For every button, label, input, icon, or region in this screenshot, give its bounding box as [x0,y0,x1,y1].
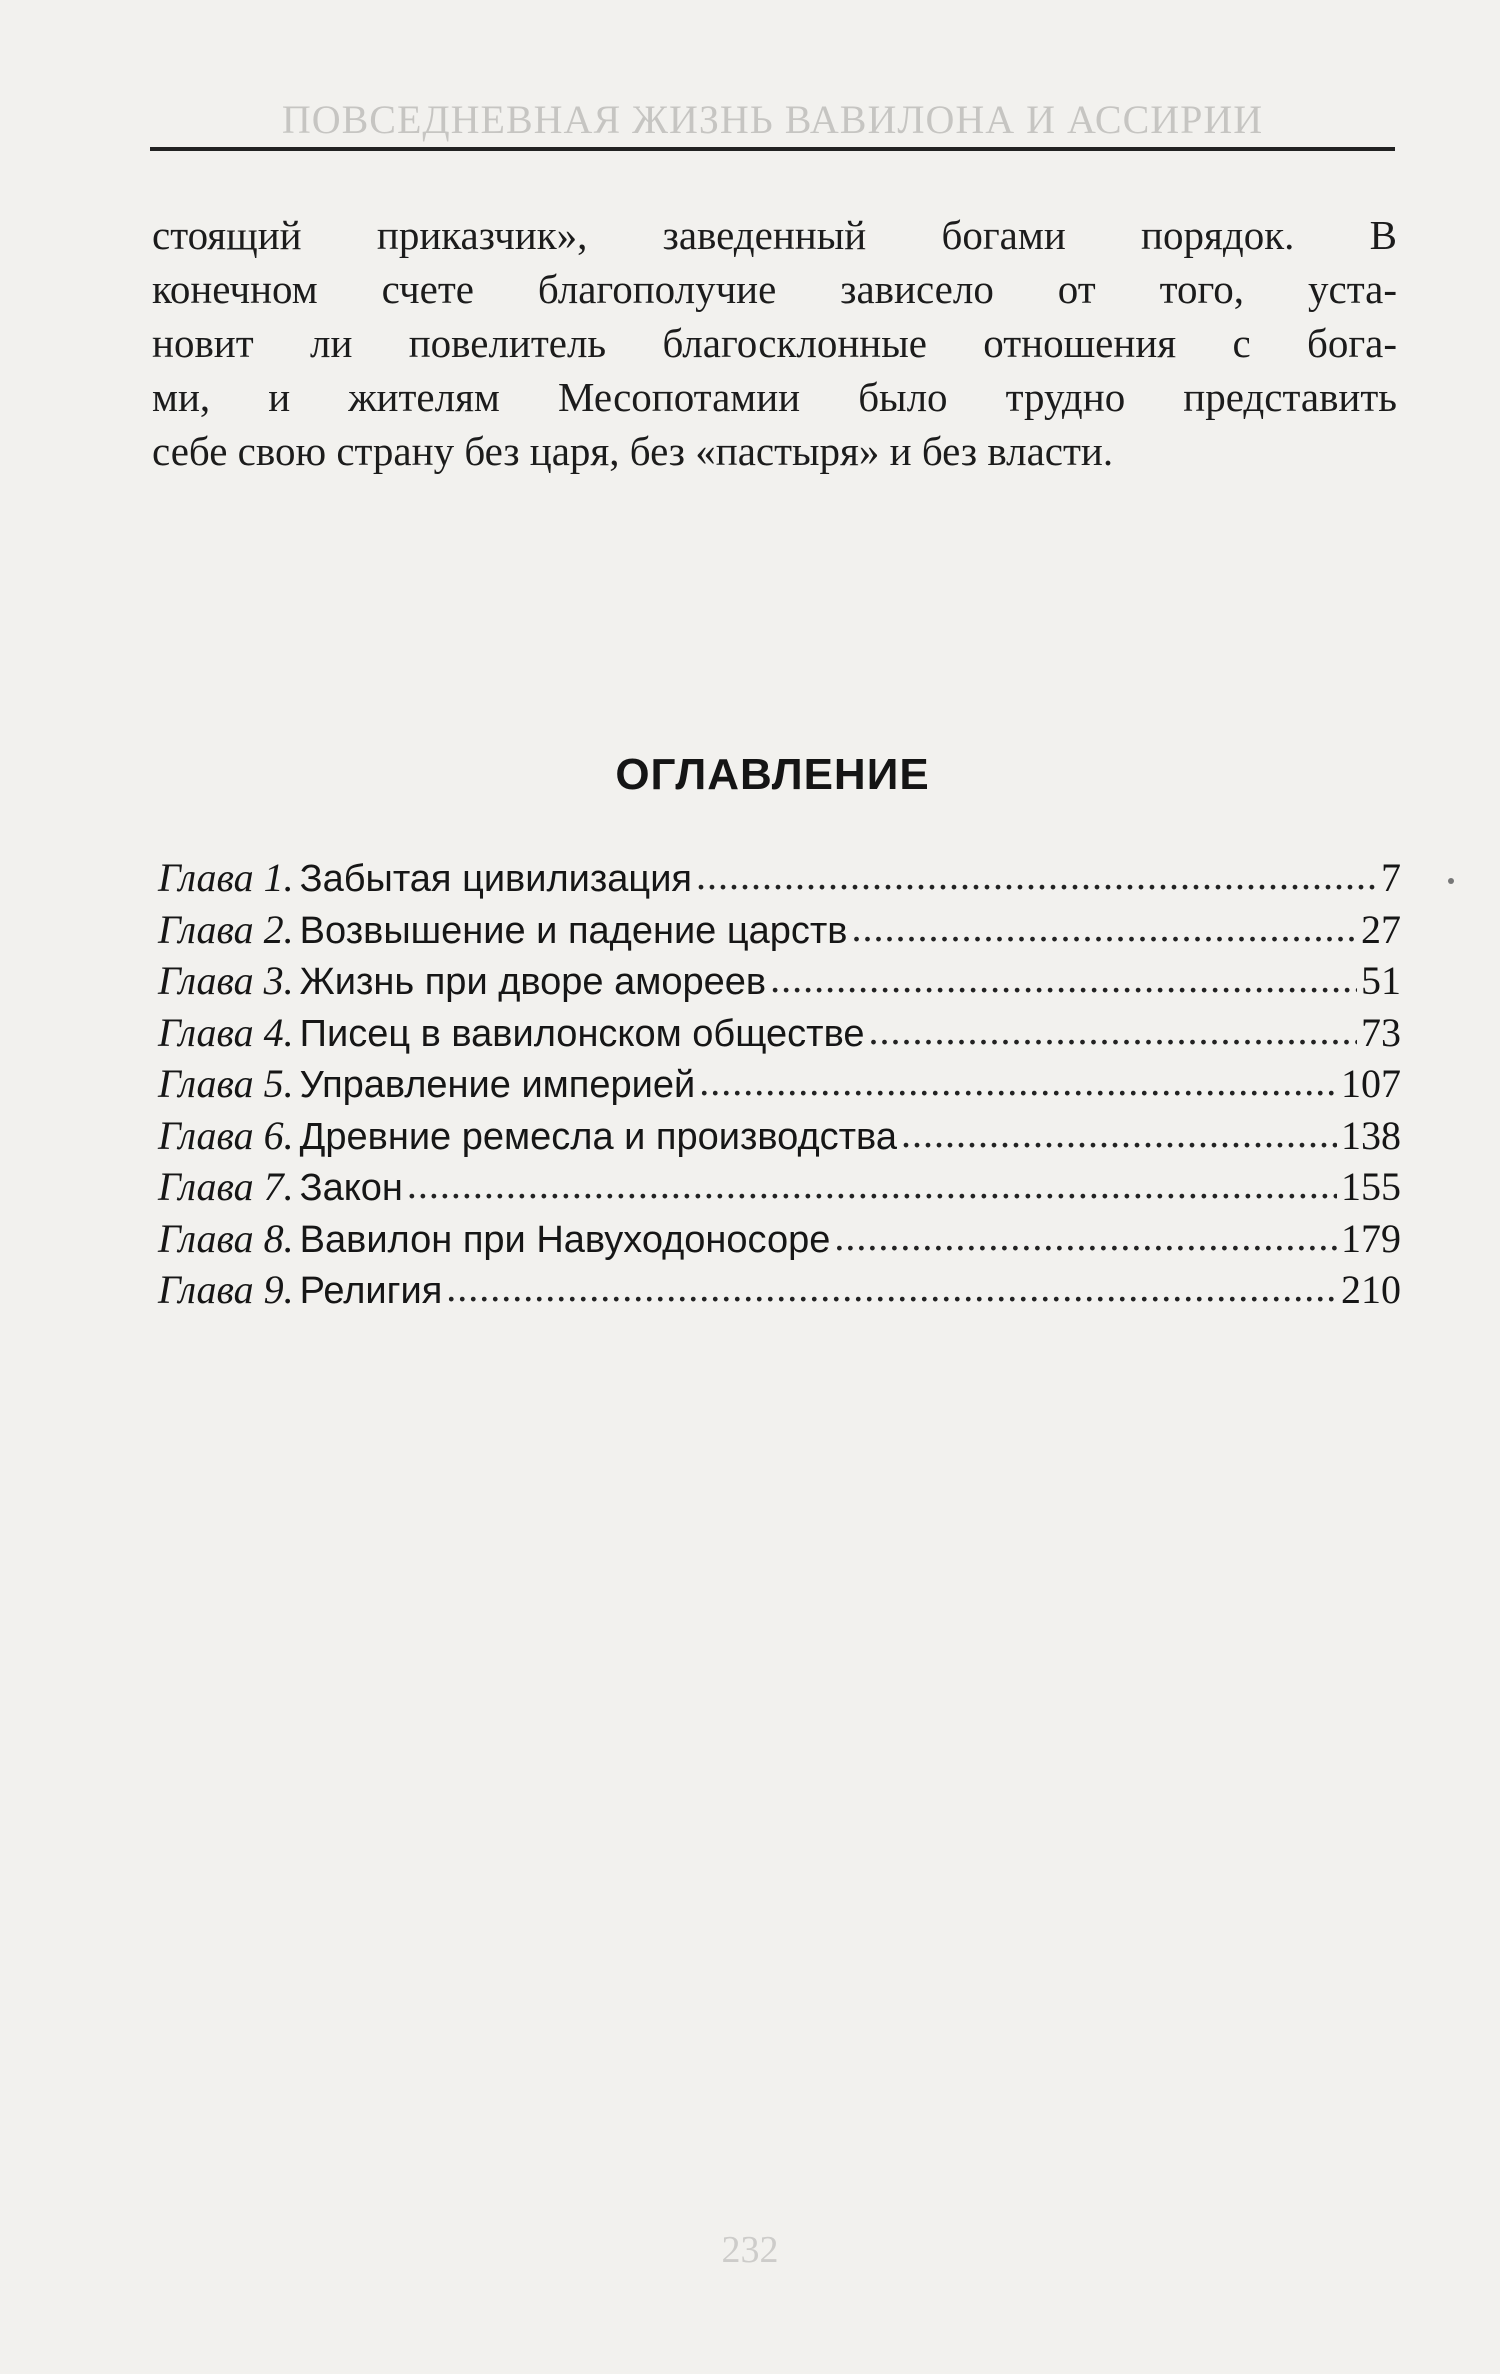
chapter-page: 138 [1341,1112,1401,1158]
chapter-title: Религия [299,1270,443,1312]
paper-speck [1448,878,1454,884]
chapter-number: 1 [263,855,284,900]
chapter-word: Глава [158,1215,254,1261]
toc-entry-9[interactable]: Глава 9 . Религия ..... 210 [158,1264,1401,1316]
chapter-page: 7 [1381,855,1401,900]
running-head: ПОВСЕДНЕВНАЯ ЖИЗНЬ ВАВИЛОНА И АССИРИИ [281,97,1264,142]
chapter-title: Управление империей [299,1064,696,1106]
chapter-page: 210 [1341,1267,1401,1312]
intro-line: новит ли повелитель благосклонные отношения с бога- [152,320,1397,366]
chapter-word: Глава [158,855,254,900]
chapter-page: 179 [1341,1215,1401,1261]
chapter-page: 73 [1361,1009,1401,1055]
dot-leader [901,1108,1337,1160]
toc-entry-3[interactable]: Глава 3 . Жизнь при дворе амореев ..... 51 [158,955,1401,1007]
chapter-title: Писец в вавилонском обществе [299,1012,865,1055]
chapter-page: 51 [1361,958,1401,1003]
toc-entry-6[interactable]: Глава 6 . Древние ремесла и производства ..... 138 [158,1110,1401,1162]
dot-leader [699,1056,1337,1108]
header-rule [150,147,1395,151]
page-number: 232 [721,2229,779,2271]
intro-paragraph [152,208,1397,478]
chapter-page: 107 [1341,1061,1401,1106]
toc-entry-2[interactable]: Глава 2 . Возвышение и падение царств ..... 27 [158,904,1401,956]
chapter-word: Глава [158,906,254,952]
chapter-title: Вавилон при Навуходоносоре [299,1218,831,1261]
toc-entry-4[interactable]: Глава 4 . Писец в вавилонском обществе ..... 73 [158,1007,1401,1059]
dot-leader [851,902,1357,954]
chapter-number: 8 [263,1215,284,1261]
intro-line: себе свою страну без царя, без «пастыря» и без власти. [152,428,1114,474]
chapter-number: 3 [263,958,284,1003]
chapter-word: Глава [158,1009,254,1055]
intro-line: стоящий приказчик», заведенный богами порядок. В [152,212,1397,258]
intro-line: ми, и жителям Месопотамии было трудно представить [152,374,1397,420]
chapter-word: Глава [158,1061,254,1106]
chapter-word: Глава [158,1164,254,1209]
dot-leader [446,1262,1337,1314]
chapter-number: 4 [263,1009,284,1055]
chapter-word: Глава [158,1112,254,1158]
chapter-word: Глава [158,958,254,1003]
toc-entry-8[interactable]: Глава 8 . Вавилон при Навуходоносоре ..... 179 [158,1213,1401,1265]
chapter-title: Древние ремесла и производства [299,1115,897,1158]
chapter-title: Возвышение и падение царств [299,909,848,952]
chapter-number: 7 [263,1164,284,1209]
toc-entry-5[interactable]: Глава 5 . Управление империей ..... 107 [158,1058,1401,1110]
chapter-word: Глава [158,1267,254,1312]
table-of-contents [158,852,1401,1316]
chapter-page: 27 [1361,906,1401,952]
chapter-title: Жизнь при дворе амореев [299,961,767,1003]
toc-heading: ОГЛАВЛЕНИЕ [615,750,930,799]
dot-leader [696,850,1377,902]
show-through-bottom [155,1340,1385,2240]
toc-entry-1[interactable]: Глава 1 . Забытая цивилизация ..... 7 [158,852,1401,904]
chapter-title: Закон [299,1167,403,1209]
chapter-number: 2 [263,906,284,952]
chapter-number: 9 [263,1267,284,1312]
dot-leader [868,1005,1357,1057]
chapter-number: 5 [263,1061,284,1106]
dot-leader [770,953,1357,1005]
intro-line: конечном счете благополучие зависело от того, уста- [152,266,1397,312]
dot-leader [834,1211,1337,1263]
dot-leader [407,1159,1337,1211]
chapter-page: 155 [1341,1164,1401,1209]
toc-entry-7[interactable]: Глава 7 . Закон ..... 155 [158,1161,1401,1213]
chapter-title: Забытая цивилизация [299,858,692,900]
chapter-number: 6 [263,1112,284,1158]
